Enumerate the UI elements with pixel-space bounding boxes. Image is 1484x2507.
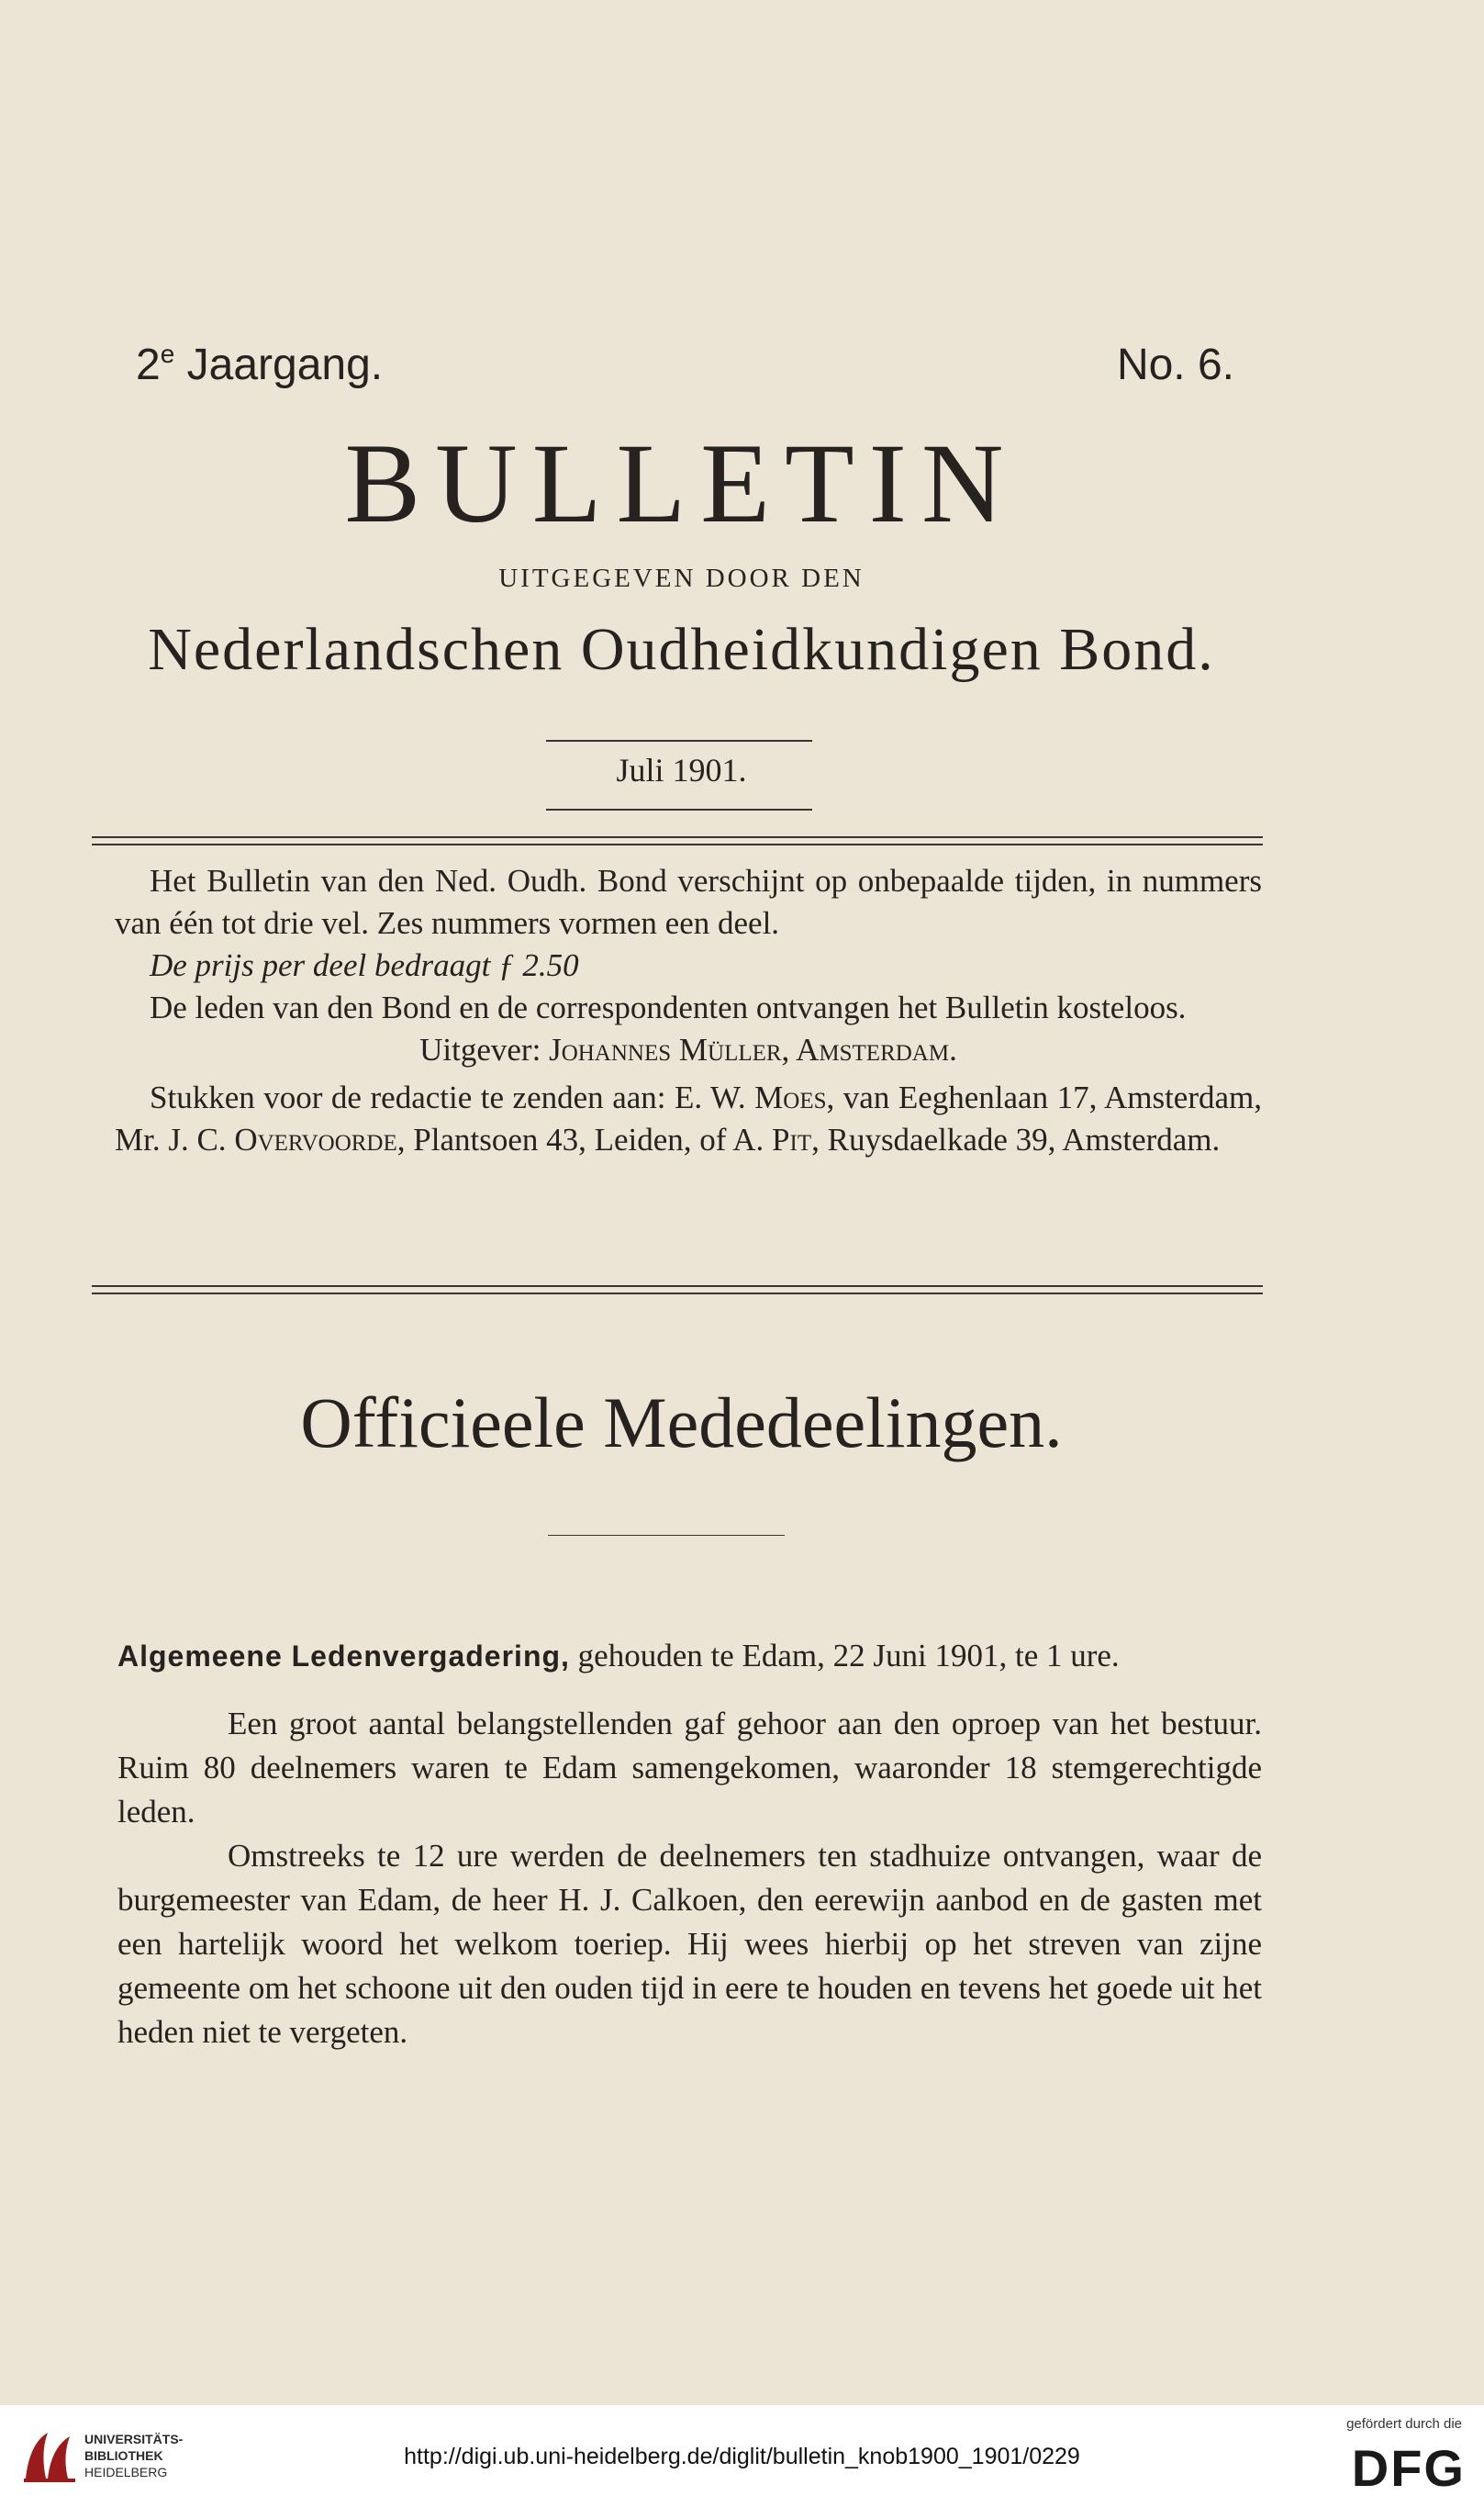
library-name: UNIVERSITÄTS- BIBLIOTHEK HEIDELBERG	[84, 2432, 184, 2479]
publisher-line: UITGEGEVEN DOOR DEN	[498, 564, 865, 593]
article-body	[117, 1634, 1262, 2054]
subscription-info	[115, 860, 1262, 1161]
section-heading: Officieele Mededeelingen.	[300, 1382, 1063, 1462]
meeting-title: Algemeene Ledenvergadering, gehouden te Edam, 22 Juni 1901, te 1 ure.	[117, 1638, 1120, 1673]
body-paragraph: Omstreeks te 12 ure werden de deelnemers ten stadhuize ontvangen, waar de burgemeester van Edam, de heer H. J. Calkoen, den eerewijn aanbod en de gasten met een hartelijk woord het welkom toeriep. Hij wees hierbij op het streven van zijne gemeente om het schoone uit den ouden tijd in eere te houden en tevens het goede uit het heden niet te vergeten.	[117, 1838, 1262, 2050]
society-name: Nederlandschen Oudheidkundigen Bond.	[148, 616, 1215, 683]
issue-date: Juli 1901.	[616, 752, 747, 789]
permalink[interactable]: http://digi.ub.uni-heidelberg.de/diglit/bulletin_knob1900_1901/0229	[404, 2444, 1080, 2469]
issue-number: No. 6.	[1116, 341, 1234, 389]
issue-header	[136, 340, 1234, 404]
dfg-logo: DFG	[1351, 2439, 1466, 2497]
divider-rule	[546, 740, 812, 742]
editorial-address: Stukken voor de redactie te zenden aan: E. W. Moes, van Eeghenlaan 17, Amsterdam, Mr. J. C. Overvoorde, Plantsoen 43, Leiden, of A. Pit, Ruysdaelkade 39, Amsterdam.	[115, 1080, 1263, 1158]
info-paragraph: Het Bulletin van den Ned. Oudh. Bond verschijnt op onbepaalde tijden, in nummers van één tot drie vel. Zes nummers vormen een deel.	[115, 863, 1262, 941]
info-paragraph: De leden van den Bond en de correspondenten ontvangen het Bulletin kosteloos.	[150, 990, 1187, 1025]
publisher-info: Uitgever: Johannes Müller, Amsterdam.	[419, 1032, 957, 1068]
page-title: BULLETIN	[344, 420, 1019, 546]
body-paragraph: Een groot aantal belangstellenden gaf gehoor aan den oproep van het bestuur. Ruim 80 deelnemers waren te Edam samengekomen, waaronder 18 stemgerechtigde leden.	[117, 1706, 1262, 1830]
double-rule-top	[92, 836, 1263, 845]
double-rule-bottom	[92, 1285, 1263, 1294]
divider-rule	[548, 1535, 785, 1536]
volume-label: 2e Jaargang.	[136, 340, 384, 389]
funding-note: gefördert durch die	[1346, 2416, 1462, 2432]
divider-rule	[546, 809, 812, 811]
info-paragraph: De prijs per deel bedraagt ƒ 2.50	[150, 947, 579, 983]
digitization-footer	[0, 2405, 1484, 2507]
